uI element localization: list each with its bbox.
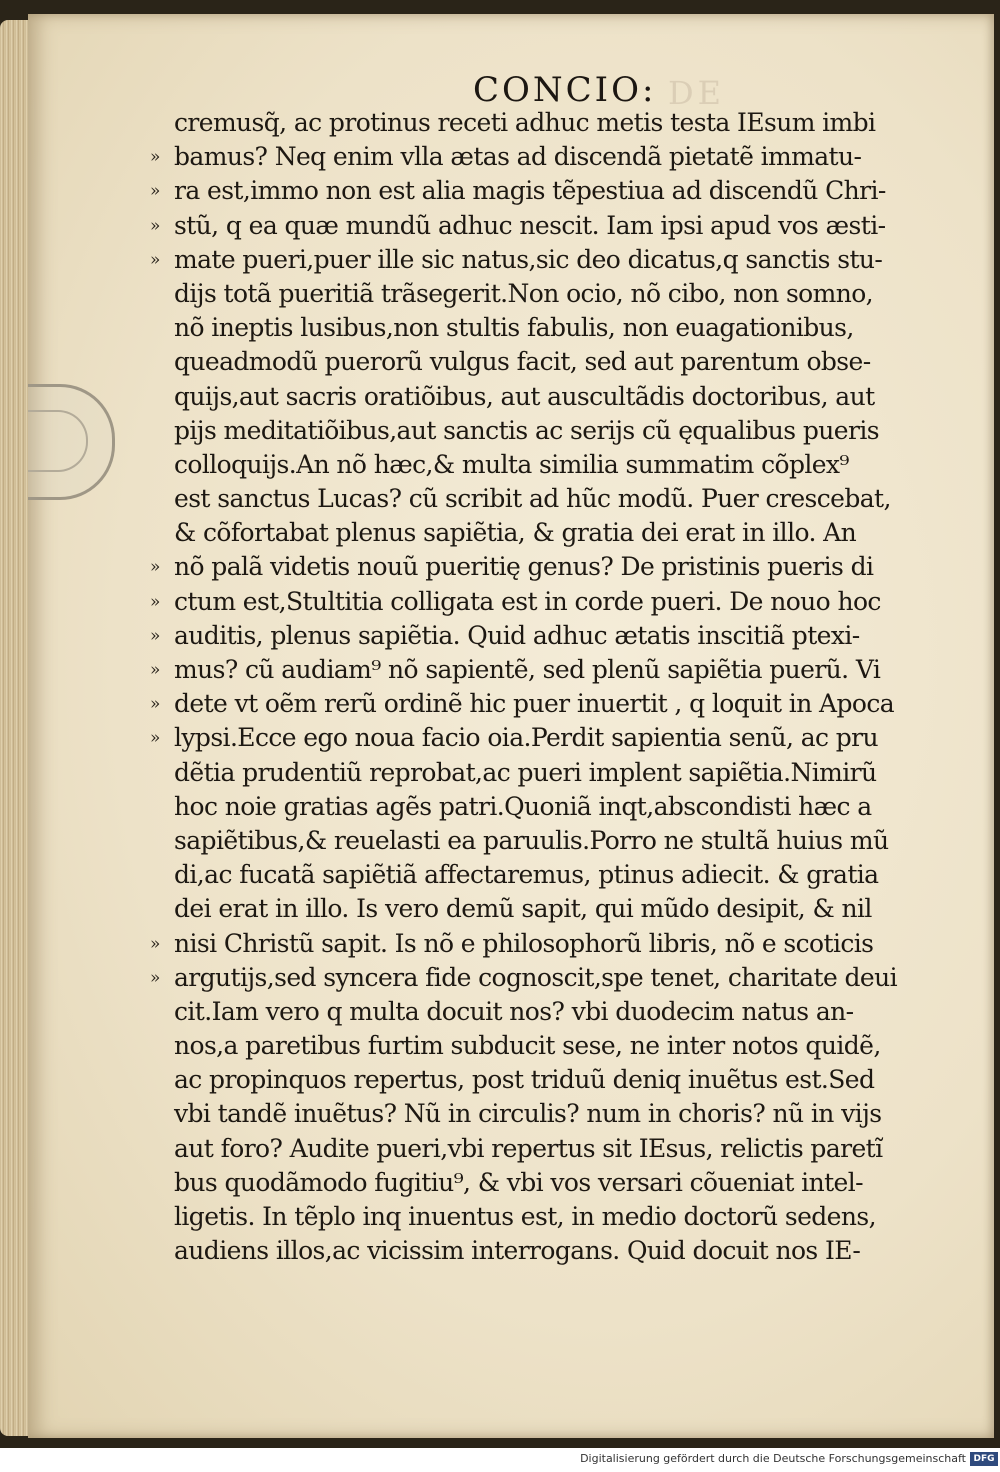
line-text: aut foro? Audite pueri,vbi repertus sit IEsus, relictis paretĩ — [174, 1133, 883, 1163]
quotation-marker: » — [150, 694, 160, 715]
line-text: nisi Christũ sapit. Is nõ e philosophorũ libris, nõ e scoticis — [174, 928, 874, 958]
text-line — [150, 721, 930, 755]
text-line — [150, 140, 930, 174]
text-line — [150, 1166, 930, 1200]
quotation-marker: » — [150, 660, 160, 680]
line-text: lypsi.Ecce ego noua facio oia.Perdit sapientia senũ, ac pru — [174, 723, 879, 753]
line-text: nõ ineptis lusibus,non stultis fabulis, non euagationibus, — [174, 313, 854, 343]
line-text: hoc noie gratias agẽs patri.Quoniã inqt,abscondisti hæc a — [174, 791, 872, 821]
quotation-marker: » — [150, 557, 160, 578]
line-text: stũ, q ea quæ mundũ adhuc nescit. Iam ipsi apud vos æsti- — [174, 210, 886, 240]
line-text: dẽtia prudentiũ reprobat,ac pueri implent sapiẽtia.Nimirũ — [174, 757, 877, 787]
text-line — [150, 585, 930, 619]
line-text: quijs,aut sacris oratiõibus, aut auscultãdis doctoribus, aut — [174, 381, 875, 411]
text-line — [150, 414, 930, 448]
line-text: dete vt oẽm rerũ ordinẽ hic puer inuertit , q loquit in Apoca — [174, 689, 895, 719]
text-line — [150, 380, 930, 414]
line-text: cremusq̃, ac protinus receti adhuc metis testa IEsum imbi — [174, 108, 876, 137]
text-line — [150, 653, 930, 687]
line-text: di,ac fucatã sapiẽtiã affectaremus, ptinus adiecit. & gratia — [174, 860, 879, 890]
clasp-ring-inner — [28, 410, 88, 472]
footer-bar — [0, 1448, 1000, 1472]
line-text: nõ palã videtis nouũ pueritię genus? De pristinis pueris di — [174, 552, 874, 582]
text-line — [150, 174, 930, 208]
line-text: audiens illos,ac vicissim interrogans. Quid docuit nos IE- — [174, 1236, 861, 1266]
line-text: vbi tandẽ inuẽtus? Nũ in circulis? num in choris? nũ in vijs — [174, 1099, 882, 1129]
text-line — [150, 482, 930, 516]
text-line — [150, 277, 930, 311]
text-line — [150, 1029, 930, 1063]
text-line — [150, 243, 930, 277]
line-text: ra est,immo non est alia magis tẽpestiua ad discendũ Chri- — [174, 176, 886, 206]
text-line — [150, 345, 930, 379]
quotation-marker: » — [150, 967, 160, 988]
text-line — [150, 995, 930, 1029]
text-line — [150, 1063, 930, 1097]
line-text: & cõfortabat plenus sapiẽtia, & gratia dei erat in illo. An — [174, 518, 857, 548]
line-text: bus quodãmodo fugitiu⁹, & vbi vos versari cõueniat intel- — [174, 1167, 863, 1197]
dfg-logo-icon: DFG — [970, 1452, 998, 1466]
quotation-marker: » — [150, 728, 160, 749]
text-line — [150, 756, 930, 790]
text-line — [150, 106, 930, 140]
quotation-marker: » — [150, 147, 160, 168]
line-text: nos,a paretibus furtim subducit sese, ne inter notos quidẽ, — [174, 1031, 881, 1061]
text-line — [150, 927, 930, 961]
line-text: cit.Iam vero q multa docuit nos? vbi duodecim natus an- — [174, 996, 854, 1026]
text-line — [150, 1097, 930, 1131]
quotation-marker: » — [150, 933, 160, 954]
text-line — [150, 209, 930, 243]
line-text: pijs meditatiõibus,aut sanctis ac serijs cũ ęqualibus pueris — [174, 415, 879, 445]
text-line — [150, 892, 930, 926]
text-line — [150, 1234, 930, 1268]
text-line — [150, 687, 930, 721]
line-text: ligetis. In tẽplo inq inuentus est, in medio doctorũ sedens, — [174, 1202, 876, 1231]
text-line — [150, 1200, 930, 1234]
text-line — [150, 858, 930, 892]
text-line — [150, 824, 930, 858]
text-line — [150, 516, 930, 550]
line-text: auditis, plenus sapiẽtia. Quid adhuc ætatis inscitiã ptexi- — [174, 620, 860, 650]
line-text: bamus? Neq enim vlla ætas ad discendã pietatẽ immatu- — [174, 142, 862, 172]
line-text: dijs totã pueritiã trãsegerit.Non ocio, nõ cibo, non somno, — [174, 278, 874, 308]
text-line — [150, 550, 930, 584]
quotation-marker: » — [150, 215, 160, 236]
quotation-marker: » — [150, 249, 160, 270]
quotation-marker: » — [150, 625, 160, 646]
running-header: CONCIO: — [473, 70, 657, 110]
digitization-credit: Digitalisierung gefördert durch die Deutsche Forschungsgemeinschaft — [580, 1452, 966, 1465]
line-text: ctum est,Stultitia colligata est in corde pueri. De nouo hoc — [174, 586, 881, 616]
line-text: argutijs,sed syncera fide cognoscit,spe tenet, charitate deui — [174, 962, 898, 992]
line-text: mus? cũ audiam⁹ nõ sapientẽ, sed plenũ sapiẽtia puerũ. Vi — [174, 655, 881, 684]
text-block — [150, 106, 930, 1268]
text-line — [150, 311, 930, 345]
line-text: colloquijs.An nõ hæc,& multa similia summatim cõplex⁹ — [174, 449, 849, 479]
show-through-text: DE — [668, 74, 726, 112]
line-text: mate pueri,puer ille sic natus,sic deo dicatus,q sanctis stu- — [174, 244, 883, 274]
line-text: ac propinquos repertus, post triduũ deniq inuẽtus est.Sed — [174, 1065, 875, 1095]
text-line — [150, 448, 930, 482]
quotation-marker: » — [150, 181, 160, 202]
text-line — [150, 961, 930, 995]
line-text: est sanctus Lucas? cũ scribit ad hũc modũ. Puer crescebat, — [174, 484, 891, 514]
text-line — [150, 1132, 930, 1166]
line-text: dei erat in illo. Is vero demũ sapit, qui mũdo desipit, & nil — [174, 894, 872, 924]
line-text: queadmodũ puerorũ vulgus facit, sed aut parentum obse- — [174, 347, 871, 377]
text-line — [150, 619, 930, 653]
line-text: sapiẽtibus,& reuelasti ea paruulis.Porro ne stultã huius mũ — [174, 825, 889, 855]
quotation-marker: » — [150, 591, 160, 612]
text-line — [150, 790, 930, 824]
